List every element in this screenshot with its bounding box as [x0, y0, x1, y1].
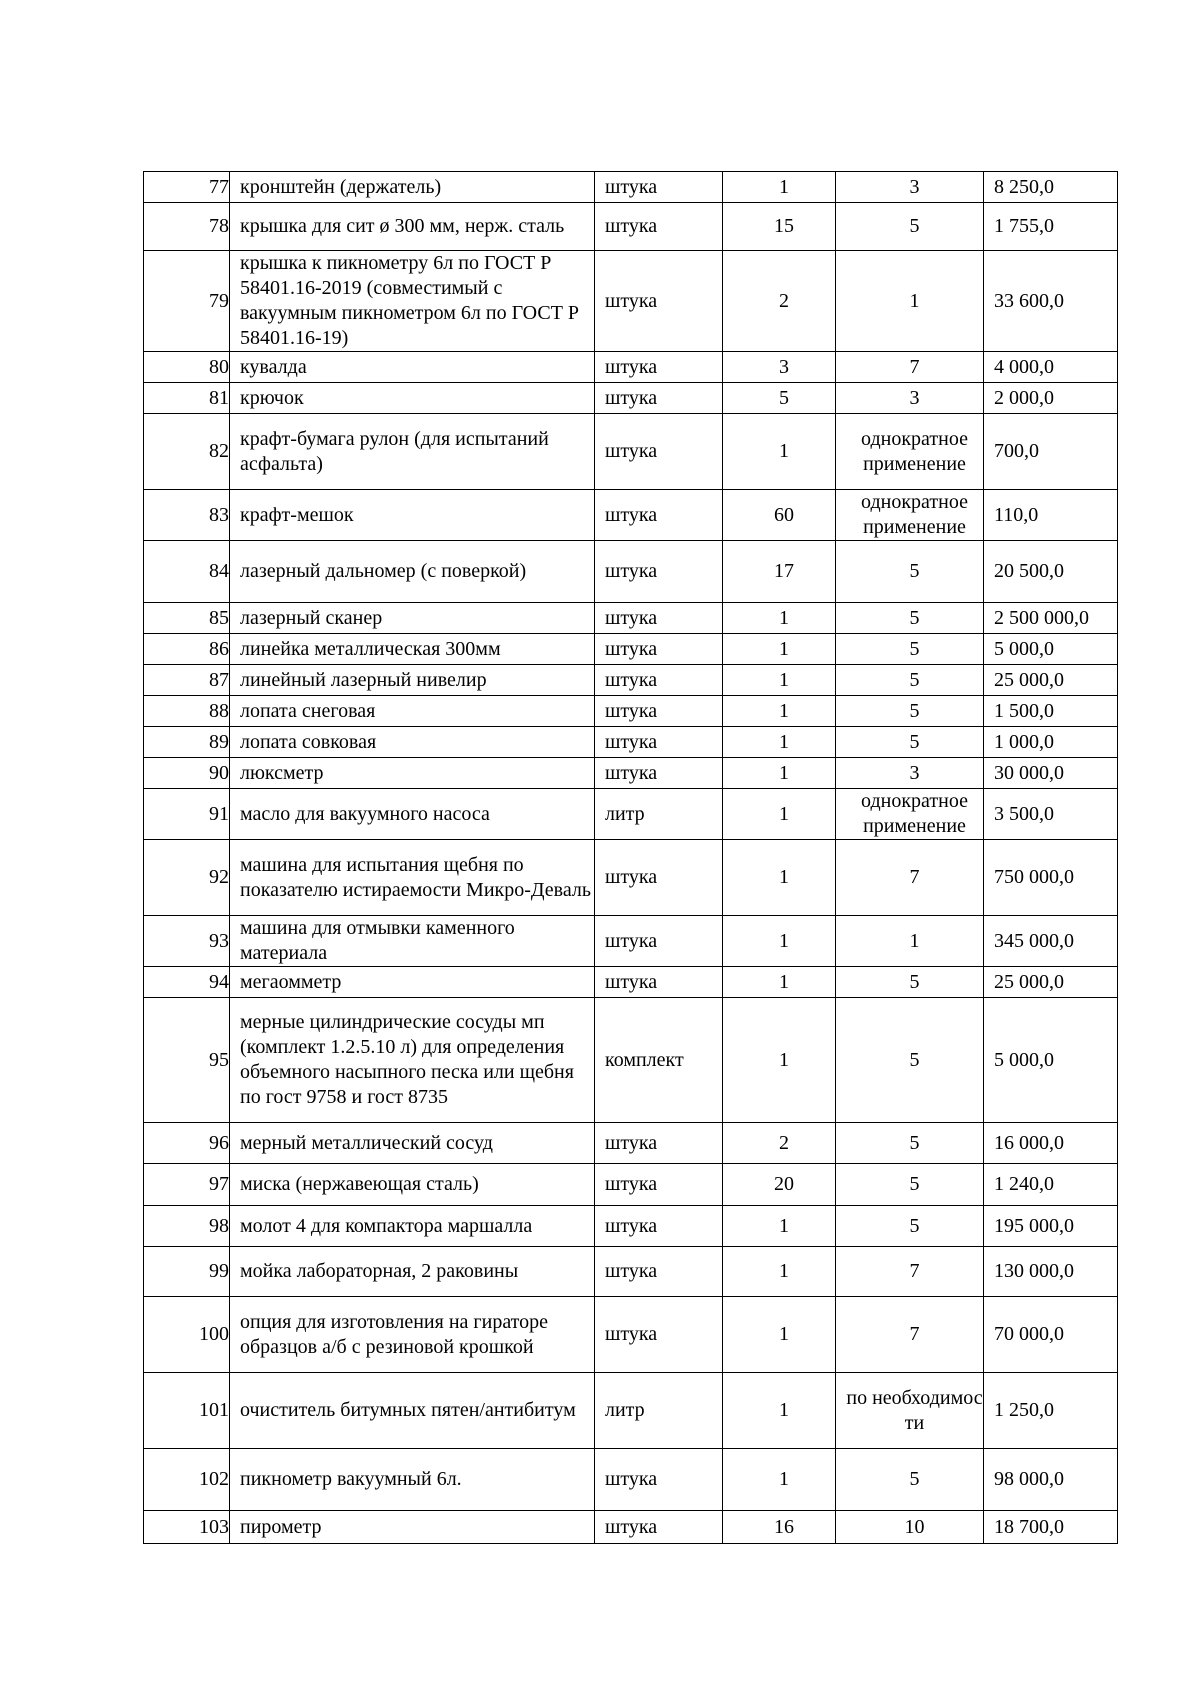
- row-number: 94: [144, 967, 230, 998]
- item-price: 1 000,0: [984, 727, 1118, 758]
- item-name: кувалда: [230, 352, 595, 383]
- item-price: 2 000,0: [984, 383, 1118, 414]
- item-price: 1 250,0: [984, 1373, 1118, 1449]
- item-service-life: 7: [836, 1297, 984, 1373]
- item-service-life: 7: [836, 1247, 984, 1297]
- item-price: 345 000,0: [984, 916, 1118, 967]
- row-number: 95: [144, 998, 230, 1123]
- item-name: опция для изготовления на гираторе образцов а/б с резиновой крошкой: [230, 1297, 595, 1373]
- item-service-life: 5: [836, 665, 984, 696]
- row-number: 98: [144, 1206, 230, 1247]
- item-unit: штука: [595, 696, 723, 727]
- item-price: 25 000,0: [984, 665, 1118, 696]
- row-number: 92: [144, 840, 230, 916]
- item-name: мерные цилиндрические сосуды мп (комплект 1.2.5.10 л) для определения объемного насыпного песка или щебня по гост 9758 и гост 8735: [230, 998, 595, 1123]
- item-name: крючок: [230, 383, 595, 414]
- item-name: люксметр: [230, 758, 595, 789]
- row-number: 97: [144, 1164, 230, 1206]
- row-number: 101: [144, 1373, 230, 1449]
- item-name: крафт-мешок: [230, 490, 595, 541]
- row-number: 89: [144, 727, 230, 758]
- item-name: мерный металлический сосуд: [230, 1123, 595, 1164]
- item-service-life: 1: [836, 251, 984, 352]
- table-row: [144, 1164, 1118, 1206]
- item-service-life: 5: [836, 603, 984, 634]
- item-unit: штука: [595, 414, 723, 490]
- item-price: 98 000,0: [984, 1449, 1118, 1511]
- item-service-life: 5: [836, 1164, 984, 1206]
- item-unit: штука: [595, 840, 723, 916]
- item-service-life: по необходимос ти: [836, 1373, 984, 1449]
- item-price: 70 000,0: [984, 1297, 1118, 1373]
- item-service-life: 3: [836, 383, 984, 414]
- table-row: [144, 696, 1118, 727]
- table-row: [144, 490, 1118, 541]
- table-row: [144, 251, 1118, 352]
- item-quantity: 1: [723, 1206, 836, 1247]
- item-unit: штука: [595, 1164, 723, 1206]
- item-unit: штука: [595, 634, 723, 665]
- item-price: 3 500,0: [984, 789, 1118, 840]
- item-price: 195 000,0: [984, 1206, 1118, 1247]
- item-service-life: 3: [836, 758, 984, 789]
- item-unit: штука: [595, 727, 723, 758]
- row-number: 81: [144, 383, 230, 414]
- item-name: миска (нержавеющая сталь): [230, 1164, 595, 1206]
- row-number: 77: [144, 172, 230, 203]
- row-number: 99: [144, 1247, 230, 1297]
- table-row: [144, 203, 1118, 251]
- row-number: 85: [144, 603, 230, 634]
- row-number: 86: [144, 634, 230, 665]
- item-service-life: 5: [836, 1206, 984, 1247]
- item-service-life: 5: [836, 967, 984, 998]
- item-quantity: 1: [723, 696, 836, 727]
- item-name: мойка лабораторная, 2 раковины: [230, 1247, 595, 1297]
- item-service-life: 5: [836, 727, 984, 758]
- item-price: 1 755,0: [984, 203, 1118, 251]
- item-service-life: 1: [836, 916, 984, 967]
- item-quantity: 1: [723, 1247, 836, 1297]
- table-row: [144, 727, 1118, 758]
- item-quantity: 2: [723, 251, 836, 352]
- item-name: лопата совковая: [230, 727, 595, 758]
- table-row: [144, 1511, 1118, 1544]
- item-quantity: 1: [723, 998, 836, 1123]
- item-service-life: 3: [836, 172, 984, 203]
- item-quantity: 15: [723, 203, 836, 251]
- item-unit: штука: [595, 541, 723, 603]
- row-number: 100: [144, 1297, 230, 1373]
- row-number: 80: [144, 352, 230, 383]
- table-row: [144, 665, 1118, 696]
- table-row: [144, 840, 1118, 916]
- item-unit: штука: [595, 352, 723, 383]
- item-service-life: 5: [836, 634, 984, 665]
- table-row: [144, 1449, 1118, 1511]
- item-unit: штука: [595, 665, 723, 696]
- item-name: очиститель битумных пятен/антибитум: [230, 1373, 595, 1449]
- item-unit: штука: [595, 383, 723, 414]
- item-price: 1 500,0: [984, 696, 1118, 727]
- item-price: 33 600,0: [984, 251, 1118, 352]
- item-name: молот 4 для компактора маршалла: [230, 1206, 595, 1247]
- item-price: 2 500 000,0: [984, 603, 1118, 634]
- table-row: [144, 916, 1118, 967]
- item-service-life: 5: [836, 696, 984, 727]
- item-quantity: 1: [723, 603, 836, 634]
- item-quantity: 60: [723, 490, 836, 541]
- table-row: [144, 383, 1118, 414]
- item-unit: штука: [595, 1247, 723, 1297]
- row-number: 96: [144, 1123, 230, 1164]
- item-price: 110,0: [984, 490, 1118, 541]
- item-service-life: 5: [836, 1449, 984, 1511]
- item-price: 5 000,0: [984, 634, 1118, 665]
- row-number: 93: [144, 916, 230, 967]
- item-quantity: 3: [723, 352, 836, 383]
- item-quantity: 1: [723, 789, 836, 840]
- item-service-life: однократное применение: [836, 414, 984, 490]
- item-unit: комплект: [595, 998, 723, 1123]
- table-row: [144, 1297, 1118, 1373]
- row-number: 87: [144, 665, 230, 696]
- item-unit: штука: [595, 967, 723, 998]
- table-row: [144, 603, 1118, 634]
- item-unit: штука: [595, 203, 723, 251]
- item-name: лопата снеговая: [230, 696, 595, 727]
- row-number: 90: [144, 758, 230, 789]
- table-row: [144, 789, 1118, 840]
- item-name: линейка металлическая 300мм: [230, 634, 595, 665]
- item-quantity: 16: [723, 1511, 836, 1544]
- item-service-life: 10: [836, 1511, 984, 1544]
- table-row: [144, 967, 1118, 998]
- item-service-life: однократное применение: [836, 490, 984, 541]
- item-name: линейный лазерный нивелир: [230, 665, 595, 696]
- item-quantity: 17: [723, 541, 836, 603]
- row-number: 84: [144, 541, 230, 603]
- item-quantity: 1: [723, 758, 836, 789]
- item-quantity: 1: [723, 916, 836, 967]
- item-service-life: 5: [836, 203, 984, 251]
- item-unit: штука: [595, 490, 723, 541]
- item-quantity: 1: [723, 1297, 836, 1373]
- item-price: 750 000,0: [984, 840, 1118, 916]
- table-row: [144, 172, 1118, 203]
- item-service-life: 7: [836, 352, 984, 383]
- row-number: 78: [144, 203, 230, 251]
- item-price: 20 500,0: [984, 541, 1118, 603]
- item-service-life: однократное применение: [836, 789, 984, 840]
- row-number: 91: [144, 789, 230, 840]
- item-price: 8 250,0: [984, 172, 1118, 203]
- item-price: 130 000,0: [984, 1247, 1118, 1297]
- item-service-life: 7: [836, 840, 984, 916]
- table-row: [144, 352, 1118, 383]
- item-quantity: 2: [723, 1123, 836, 1164]
- item-price: 4 000,0: [984, 352, 1118, 383]
- item-quantity: 1: [723, 727, 836, 758]
- table-row: [144, 1373, 1118, 1449]
- row-number: 103: [144, 1511, 230, 1544]
- table-row: [144, 998, 1118, 1123]
- table-row: [144, 1206, 1118, 1247]
- item-quantity: 1: [723, 414, 836, 490]
- item-quantity: 1: [723, 665, 836, 696]
- item-unit: штука: [595, 251, 723, 352]
- table-row: [144, 634, 1118, 665]
- item-unit: литр: [595, 1373, 723, 1449]
- item-unit: штука: [595, 172, 723, 203]
- item-name: пикнометр вакуумный 6л.: [230, 1449, 595, 1511]
- item-price: 1 240,0: [984, 1164, 1118, 1206]
- row-number: 82: [144, 414, 230, 490]
- item-name: мегаомметр: [230, 967, 595, 998]
- item-unit: штука: [595, 1123, 723, 1164]
- item-name: кронштейн (держатель): [230, 172, 595, 203]
- item-unit: штука: [595, 1297, 723, 1373]
- item-unit: штука: [595, 1511, 723, 1544]
- row-number: 88: [144, 696, 230, 727]
- item-quantity: 1: [723, 172, 836, 203]
- item-name: масло для вакуумного насоса: [230, 789, 595, 840]
- table-row: [144, 541, 1118, 603]
- item-quantity: 1: [723, 1373, 836, 1449]
- item-service-life: 5: [836, 998, 984, 1123]
- item-unit: штука: [595, 1206, 723, 1247]
- item-service-life: 5: [836, 1123, 984, 1164]
- item-unit: штука: [595, 603, 723, 634]
- row-number: 102: [144, 1449, 230, 1511]
- item-price: 5 000,0: [984, 998, 1118, 1123]
- item-unit: штука: [595, 916, 723, 967]
- row-number: 79: [144, 251, 230, 352]
- item-quantity: 5: [723, 383, 836, 414]
- item-service-life: 5: [836, 541, 984, 603]
- item-name: крышка для сит ø 300 мм, нерж. сталь: [230, 203, 595, 251]
- item-price: 18 700,0: [984, 1511, 1118, 1544]
- item-price: 700,0: [984, 414, 1118, 490]
- item-quantity: 1: [723, 967, 836, 998]
- item-name: лазерный сканер: [230, 603, 595, 634]
- item-price: 25 000,0: [984, 967, 1118, 998]
- inventory-table-body: [144, 172, 1118, 1544]
- inventory-table: [143, 171, 1118, 1544]
- item-name: пирометр: [230, 1511, 595, 1544]
- row-number: 83: [144, 490, 230, 541]
- item-quantity: 1: [723, 634, 836, 665]
- item-name: крафт-бумага рулон (для испытаний асфальта): [230, 414, 595, 490]
- item-unit: штука: [595, 758, 723, 789]
- item-name: лазерный дальномер (с поверкой): [230, 541, 595, 603]
- item-name: крышка к пикнометру 6л по ГОСТ Р 58401.16-2019 (совместимый с вакуумным пикнометром 6л по ГОСТ Р 58401.16-19): [230, 251, 595, 352]
- item-unit: литр: [595, 789, 723, 840]
- table-row: [144, 1123, 1118, 1164]
- item-quantity: 1: [723, 1449, 836, 1511]
- item-quantity: 1: [723, 840, 836, 916]
- item-name: машина для испытания щебня по показателю истираемости Микро-Деваль: [230, 840, 595, 916]
- table-row: [144, 1247, 1118, 1297]
- item-price: 16 000,0: [984, 1123, 1118, 1164]
- item-price: 30 000,0: [984, 758, 1118, 789]
- item-quantity: 20: [723, 1164, 836, 1206]
- item-unit: штука: [595, 1449, 723, 1511]
- table-row: [144, 414, 1118, 490]
- table-row: [144, 758, 1118, 789]
- item-name: машина для отмывки каменного материала: [230, 916, 595, 967]
